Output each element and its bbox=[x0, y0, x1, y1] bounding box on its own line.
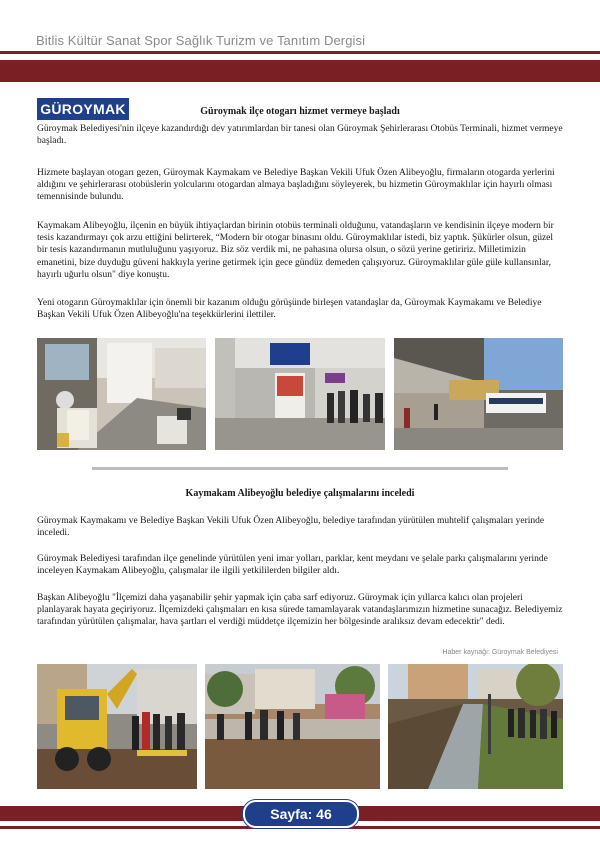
article2-paragraph: Güroymak Belediyesi tarafından ilçe genelinde yürütülen yeni imar yolları, parklar, kent meydanı ve şelale parkı çalışmalarını yerinde inceleyen Kaymakam Alibeyoğlu, çalışmalar ile ilgili yetkililerden bilgiler aldı. bbox=[37, 554, 548, 577]
photo-park-construction bbox=[205, 664, 380, 789]
page-number-badge: Sayfa: 46 bbox=[243, 800, 359, 828]
article1-paragraph: Kaymakam Alibeyoğlu, ilçenin en büyük ihtiyaçlardan birinin otobüs terminali olduğunu, vatandaşların ve kendisinin ilçeye modern bir tesis kazandırmayı çok arzu ettiğini belirterek, “Modern bir otogar binasını oldu. Güroymaklılar istedi, biz yaptık. Şükürler olsun, güzel bir tesis kazandırmanın mutluluğunu yaşıyoruz. Biz söz verdik mi, ne pahasına olursa olsun, o sözü yerine getiririz. Milletimizin emanetini, bize duyduğu güveni hakkıyla yerine getirmek için gece gündüz demeden çalışıyoruz. Güroymaklılar güle güle kullansınlar, hayırlı uğurlu olsun" diye konuştu. bbox=[37, 221, 554, 280]
section-separator bbox=[92, 467, 508, 470]
photo-excavator-site bbox=[37, 664, 197, 789]
article2-title: Kaymakam Alibeyoğlu belediye çalışmalarını inceledi bbox=[185, 488, 415, 499]
photo-terminal-hall bbox=[215, 338, 385, 450]
photo-terminal-exterior-bus bbox=[394, 338, 563, 450]
magazine-title: Bitlis Kültür Sanat Spor Sağlık Turizm ve Tanıtım Dergisi bbox=[36, 33, 366, 48]
article1-paragraph: Yeni otogarın Güroymaklılar için önemli bir kazanım olduğu görüşünde birleşen vatandaşlar da, Güroymak Kaymakamı ve Belediye Başkan Vekili Ufuk Özen Alibeyoğlu'na teşekkürlerini ilettiler. bbox=[37, 298, 542, 321]
header-band bbox=[0, 60, 600, 82]
article1-title: Güroymak ilçe otogarı hizmet vermeye başladı bbox=[200, 106, 400, 117]
article1-paragraph: Hizmete başlayan otogarı gezen, Güroymak Kaymakam ve Belediye Başkan Vekili Ufuk Özen Alibeyoğlu, firmaların otogarda yerlerini aldığını ve şehirlerarası otobüslerin yolcularını otogardan almaya başladığını söyleyerek, bu hizmetin Güroymaklılar için hayırlı olması temennisinde bulundu. bbox=[37, 168, 555, 203]
photo-terminal-corridor bbox=[37, 338, 206, 450]
photo-canal-works bbox=[388, 664, 563, 789]
section-badge: GÜROYMAK bbox=[37, 98, 129, 120]
article2-paragraph: Güroymak Kaymakamı ve Belediye Başkan Vekili Ufuk Özen Alibeyoğlu, belediye tarafından yürütülen muhtelif çalışmaları yerinde inceledi. bbox=[37, 516, 545, 539]
article1-paragraph: Güroymak Belediyesi'nin ilçeye kazandırdığı dev yatırımlardan bir tanesi olan Güroymak Şehirlerarası Otobüs Terminali, hizmet vermeye başladı. bbox=[37, 124, 563, 147]
header-rule bbox=[0, 51, 600, 54]
article2-paragraph: Başkan Alibeyoğlu "İlçemizi daha yaşanabilir şehir yapmak için çaba sarf ediyoruz. Güroymak için yıllarca kalıcı olan projeleri planlayarak hayata geçiriyoruz. İlçemizdeki çalışmaları en kısa sürede tamamlayarak vatandaşlarımızın hizmetine sunacağız. Belediyemiz tarafından yürütülen çalışmalar, hava şartları el verdiği müddetçe ilçemizin her bölgesinde aralıksız devam edecektir" dedi. bbox=[37, 593, 563, 628]
news-source: Haber kaynağı: Güroymak Belediyesi bbox=[442, 649, 558, 656]
